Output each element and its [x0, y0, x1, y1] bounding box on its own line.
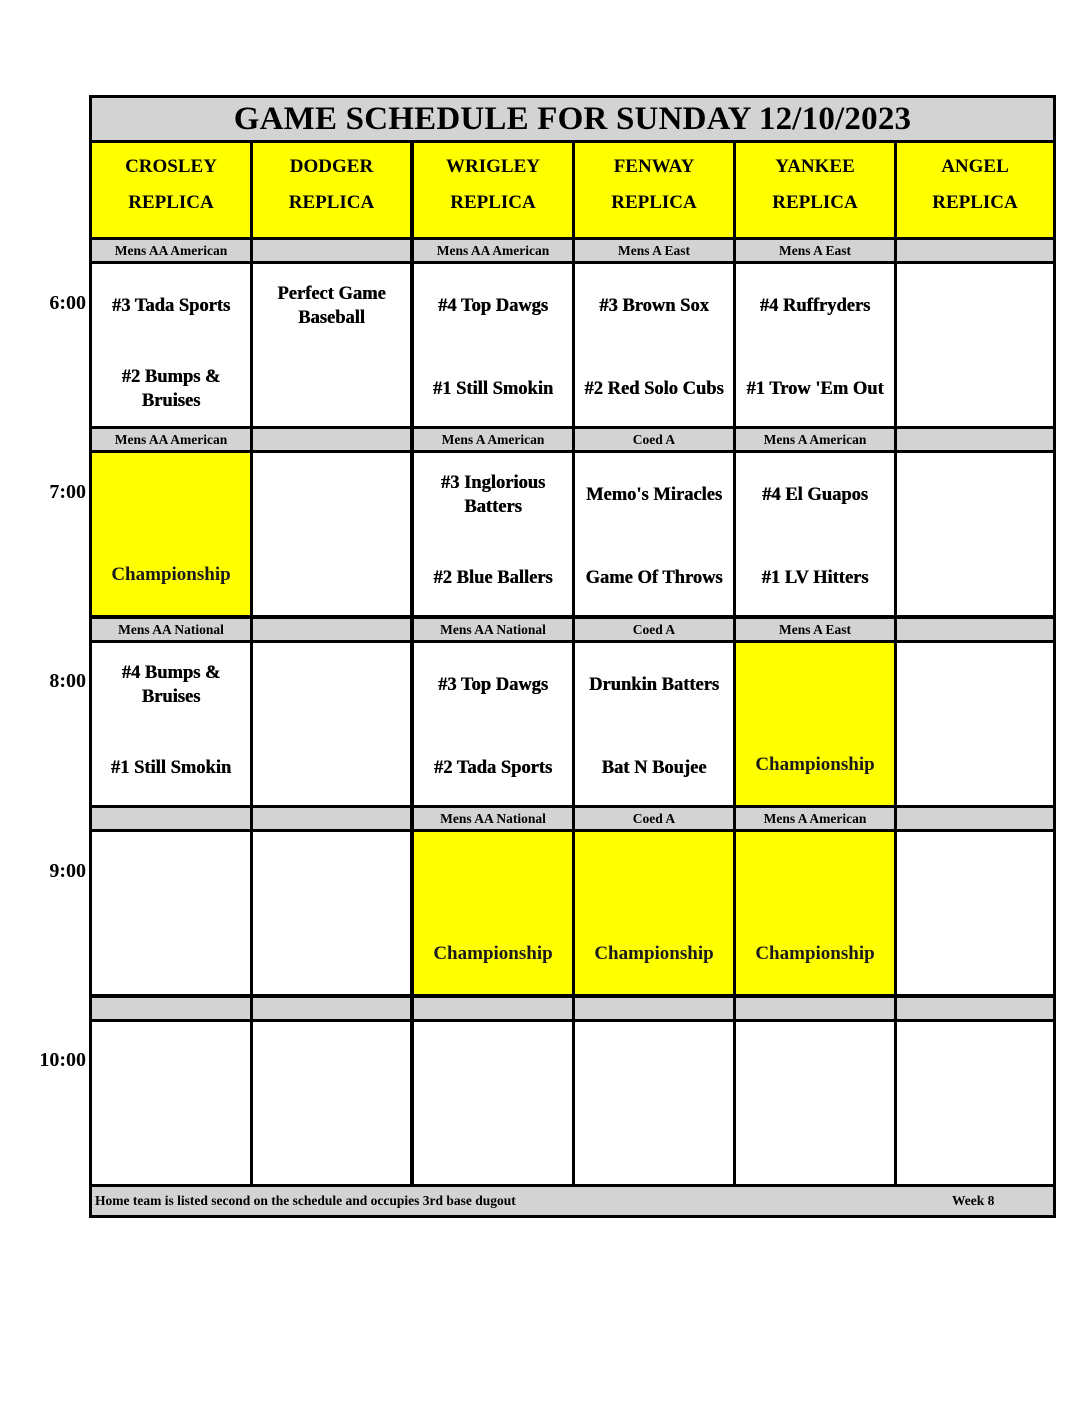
- field-type: REPLICA: [932, 192, 1018, 213]
- division-label: [897, 998, 1053, 1019]
- game-cell: [736, 1022, 894, 1184]
- home-team: #1 Trow 'Em Out: [746, 379, 884, 399]
- away-team: Drunkin Batters: [588, 675, 720, 695]
- division-label: Mens AA American: [92, 240, 250, 261]
- division-label: [253, 808, 410, 829]
- field-type: REPLICA: [128, 192, 214, 213]
- game-cell: [414, 453, 572, 615]
- division-label: [253, 240, 410, 261]
- field-name: FENWAY: [613, 156, 695, 177]
- home-team: #1 Still Smokin: [110, 758, 232, 778]
- division-label: Mens AA National: [414, 619, 572, 640]
- game-cell: [575, 1022, 733, 1184]
- division-label: [253, 429, 410, 450]
- home-team: #2 Red Solo Cubs: [584, 379, 724, 399]
- field-name: YANKEE: [775, 156, 855, 177]
- division-label: [897, 240, 1053, 261]
- footer-bar: [92, 1187, 1053, 1215]
- game-cell: [414, 1022, 572, 1184]
- game-cell: [414, 264, 572, 426]
- game-cell: [575, 643, 733, 805]
- division-label: Mens A American: [736, 429, 894, 450]
- game-cell: [253, 832, 410, 994]
- championship-label: Championship: [111, 564, 231, 585]
- away-team: #3 Tada Sports: [111, 296, 231, 316]
- field-header-5: [897, 143, 1053, 237]
- away-team: Memo's Miracles: [585, 485, 723, 505]
- division-label: Mens AA National: [414, 808, 572, 829]
- week-label: Week 8: [952, 1193, 995, 1208]
- away-team: Perfect Game Baseball: [277, 284, 386, 328]
- division-label: Mens AA National: [92, 619, 250, 640]
- division-label: Mens A East: [736, 619, 894, 640]
- game-cell: [253, 643, 410, 805]
- home-team: Bat N Boujee: [601, 758, 707, 778]
- division-label: Coed A: [575, 808, 733, 829]
- division-label: [736, 998, 894, 1019]
- home-team: #1 LV Hitters: [761, 568, 869, 588]
- away-team: #3 Inglorious Batters: [440, 473, 546, 517]
- home-team: #2 Tada Sports: [433, 758, 553, 778]
- field-type: REPLICA: [288, 192, 375, 213]
- championship-cell: [736, 832, 894, 994]
- game-cell: [897, 453, 1053, 615]
- game-cell: [92, 832, 250, 994]
- division-label: Coed A: [575, 619, 733, 640]
- division-label: [253, 998, 410, 1019]
- division-label: Mens AA American: [92, 429, 250, 450]
- championship-label: Championship: [594, 943, 714, 964]
- championship-cell: [736, 643, 894, 805]
- game-cell: [575, 264, 733, 426]
- footer-note: Home team is listed second on the schedule and occupies 3rd base dugout: [95, 1193, 516, 1208]
- game-cell: [897, 832, 1053, 994]
- division-label: [897, 808, 1053, 829]
- division-label: [92, 808, 250, 829]
- time-label: 8:00: [49, 670, 86, 692]
- championship-label: Championship: [755, 754, 875, 775]
- away-team: #4 Bumps & Bruises: [121, 663, 221, 707]
- time-label: 9:00: [49, 860, 86, 882]
- game-cell: [897, 1022, 1053, 1184]
- division-label: Mens A American: [736, 808, 894, 829]
- away-team: #3 Top Dawgs: [437, 675, 548, 695]
- division-label: [897, 619, 1053, 640]
- championship-label: Championship: [433, 943, 553, 964]
- game-cell: [92, 643, 250, 805]
- home-team: #2 Blue Ballers: [433, 568, 553, 588]
- division-label: Mens A East: [575, 240, 733, 261]
- away-team: #4 Ruffryders: [759, 296, 871, 316]
- game-cell: [897, 643, 1053, 805]
- field-header-0: [92, 143, 250, 237]
- division-label: [253, 619, 410, 640]
- field-type: REPLICA: [772, 192, 858, 213]
- division-label: Mens A American: [414, 429, 572, 450]
- game-cell: [897, 264, 1053, 426]
- game-cell: [575, 453, 733, 615]
- home-team: #1 Still Smokin: [432, 379, 554, 399]
- game-cell: [253, 1022, 410, 1184]
- game-cell: [253, 264, 410, 426]
- division-label: [897, 429, 1053, 450]
- division-label: [575, 998, 733, 1019]
- field-header-1: [253, 143, 410, 237]
- championship-label: Championship: [755, 943, 875, 964]
- championship-cell: [92, 453, 250, 615]
- field-type: REPLICA: [611, 192, 697, 213]
- field-name: CROSLEY: [125, 156, 217, 177]
- time-label: 7:00: [49, 481, 86, 503]
- field-header-3: [575, 143, 733, 237]
- away-team: #4 El Guapos: [762, 485, 868, 505]
- field-name: DODGER: [289, 156, 374, 177]
- time-label: 6:00: [49, 292, 86, 314]
- home-team: Game Of Throws: [585, 568, 723, 588]
- field-header-4: [736, 143, 894, 237]
- field-type: REPLICA: [450, 192, 536, 213]
- page-title: GAME SCHEDULE FOR SUNDAY 12/10/2023: [92, 98, 1053, 140]
- field-header-2: [414, 143, 572, 237]
- game-cell: [736, 264, 894, 426]
- game-cell: [92, 1022, 250, 1184]
- division-label: [414, 998, 572, 1019]
- home-team: #2 Bumps & Bruises: [121, 367, 221, 411]
- schedule-table: [89, 95, 1056, 1218]
- championship-cell: [575, 832, 733, 994]
- field-name: ANGEL: [941, 156, 1009, 177]
- championship-cell: [414, 832, 572, 994]
- division-label: Coed A: [575, 429, 733, 450]
- game-cell: [92, 264, 250, 426]
- game-cell: [414, 643, 572, 805]
- away-team: #3 Brown Sox: [599, 296, 709, 316]
- division-label: [92, 998, 250, 1019]
- division-label: Mens AA American: [414, 240, 572, 261]
- game-cell: [253, 453, 410, 615]
- division-label: Mens A East: [736, 240, 894, 261]
- time-label: 10:00: [39, 1049, 86, 1071]
- away-team: #4 Top Dawgs: [437, 296, 548, 316]
- game-cell: [736, 453, 894, 615]
- field-name: WRIGLEY: [446, 156, 540, 177]
